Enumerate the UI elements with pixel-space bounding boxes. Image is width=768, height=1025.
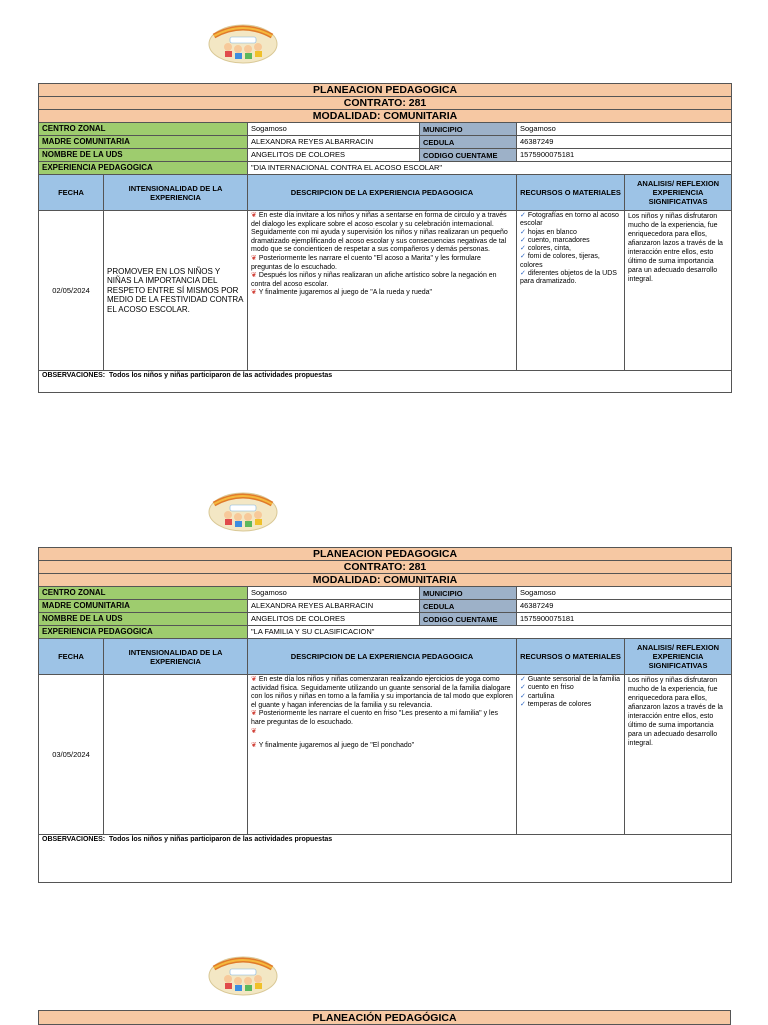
label-centro-zonal: CENTRO ZONAL — [39, 123, 248, 136]
header-intension: INTENSIONALIDAD DE LA EXPERIENCIA — [104, 175, 248, 211]
bow-icon: ❦ — [251, 710, 259, 718]
observaciones-cell — [39, 835, 732, 883]
observaciones-label: OBSERVACIONES: — [42, 372, 106, 379]
bow-icon: ❦ — [251, 289, 259, 297]
analisis-cell: Los niños y niñas disfrutaron mucho de la experiencia, fue enriquecedora para ellos, afianzaron lazos a través de la interacción entre ellos, esto último de suma importancia para un adecuado desarrollo integral. — [625, 211, 732, 371]
modalidad: MODALIDAD: COMUNITARIA — [39, 574, 732, 587]
value-centro-zonal: Sogamoso — [248, 123, 420, 136]
bow-icon: ❦ — [251, 727, 259, 735]
check-icon: ✓ — [520, 245, 528, 253]
descripcion-item: ❦ En este día los niños y niñas comenzaran realizando ejercicios de yoga como actividad física. Seguidamente utilizando un guante sensorial de la familia dialogare con los niños y niñas en torno a la familia y su importancia de tal modo que exploren el guante y hagan inferencias de la familia y su relevancia. — [251, 676, 513, 709]
bow-icon: ❦ — [251, 742, 259, 750]
value-codigo: 157590007518‍1 — [517, 149, 732, 162]
label-centro-zonal: CENTRO ZONAL — [39, 587, 248, 600]
recurso-item: ✓ temperas de colores — [520, 700, 592, 708]
check-icon: ✓ — [520, 253, 528, 261]
header-recursos: RECURSOS O MATERIALES — [517, 175, 625, 211]
observaciones-cell — [39, 371, 732, 393]
bow-icon: ❦ — [251, 272, 259, 280]
analisis-cell: Los niños y niñas disfrutaron mucho de la experiencia, fue enriquecedora para ellos, afianzaron lazos a través de la interacción entre ellos, esto último de suma importancia para un adecuado desarrollo integral. — [625, 675, 732, 835]
label-madre: MADRE COMUNITARIA — [39, 600, 248, 613]
value-uds: ANGELITOS DE COLORES — [248, 613, 420, 626]
intension-cell: PROMOVER EN LOS NIÑOS Y NIÑAS LA IMPORTANCIA DEL RESPETO ENTRE SÍ MISMOS POR MEDIO DE LA FESTIVIDAD CONTRA EL ACOSO ESCOLAR. — [104, 211, 248, 371]
label-codigo: CODIGO CUENTAME — [420, 613, 517, 626]
bow-icon: ❦ — [251, 212, 259, 219]
value-cedula: 46387249 — [517, 600, 732, 613]
recurso-item: ✓ fomi de colores, tijeras, colores — [520, 253, 600, 269]
label-uds: NOMBRE DE LA UDS — [39, 613, 248, 626]
observaciones-text: Todos los niños y niñas participaron de las actividades propuestas — [109, 836, 333, 843]
recursos-cell — [517, 675, 625, 835]
uds-logo — [206, 20, 280, 64]
descripcion-item: ❦ Después los niños y niñas realizaran un afiche artístico sobre la negación en contra del acoso escolar. — [251, 272, 497, 288]
planeacion-table-3 — [38, 1010, 731, 1025]
bow-icon: ❦ — [251, 676, 259, 683]
descripcion-item: ❦ Posteriormente les narrare el cuento en friso "Les presento a mi familia" y les hare preguntas de lo escuchado. — [251, 710, 499, 726]
check-icon: ✓ — [520, 212, 528, 219]
label-madre: MADRE COMUNITARIA — [39, 136, 248, 149]
check-icon: ✓ — [520, 684, 528, 692]
recurso-item: ✓ cuento en friso — [520, 684, 574, 692]
uds-logo — [206, 952, 280, 996]
value-madre: ALEXANDRA REYES ALBARRACIN — [248, 600, 420, 613]
value-experiencia: "DIA INTERNACIONAL CONTRA EL ACOSO ESCOLAR" — [248, 162, 732, 175]
fecha-cell: 03/05/2024 — [39, 675, 104, 835]
label-municipio: MUNICIPIO — [420, 123, 517, 136]
header-descripcion: DESCRIPCION DE LA EXPERIENCIA PEDAGOGICA — [248, 175, 517, 211]
value-experiencia: "LA FAMILIA Y SU CLASIFICACION" — [248, 626, 732, 639]
label-experiencia: EXPERIENCIA PEDAGOGICA — [39, 162, 248, 175]
uds-logo — [206, 488, 280, 532]
descripcion-cell — [248, 675, 517, 835]
contrato: CONTRATO: 281 — [39, 561, 732, 574]
value-centro-zonal: Sogamoso — [248, 587, 420, 600]
check-icon: ✓ — [520, 692, 528, 700]
value-codigo: 157590007518‍1 — [517, 613, 732, 626]
recurso-item: ✓ Fotografías en torno al acoso escolar — [520, 212, 619, 228]
descripcion-item: ❦ En este día invitare a los niños y niñas a sentarse en forma de circulo y a través del dialogo les explicare sobre el acoso escolar y su celebración internacional. Seguidamente con mi ayuda y supervisión los niños y niñas realizaran un pequeño dramatizado ejemplificando el acoso escolar y sus consecuencias negativas de tal modo que se concienticen de respetar a sus compañeros y demás personas. — [251, 212, 508, 254]
descripcion-item: ❦ Y finalmente jugaremos al juego de "A la rueda y rueda" — [251, 289, 433, 297]
fecha-cell: 02/05/2024 — [39, 211, 104, 371]
header-analisis: ANALISIS/ REFLEXION EXPERIENCIA SIGNIFICATIVAS — [625, 175, 732, 211]
label-codigo: CODIGO CUENTAME — [420, 149, 517, 162]
recurso-item: ✓ Guante sensorial de la familia — [520, 676, 621, 683]
value-cedula: 46387249 — [517, 136, 732, 149]
label-cedula: CEDULA — [420, 136, 517, 149]
table-title: PLANEACIÓN PEDAGÓGICA — [39, 1011, 731, 1025]
header-fecha: FECHA — [39, 639, 104, 675]
label-cedula: CEDULA — [420, 600, 517, 613]
value-municipio: Sogamoso — [517, 587, 732, 600]
recurso-item: ✓ hojas en blanco — [520, 228, 577, 236]
label-municipio: MUNICIPIO — [420, 587, 517, 600]
value-uds: ANGELITOS DE COLORES — [248, 149, 420, 162]
value-madre: ALEXANDRA REYES ALBARRACIN — [248, 136, 420, 149]
label-experiencia: EXPERIENCIA PEDAGOGICA — [39, 626, 248, 639]
label-uds: NOMBRE DE LA UDS — [39, 149, 248, 162]
check-icon: ✓ — [520, 676, 528, 683]
descripcion-cell — [248, 211, 517, 371]
recursos-cell — [517, 211, 625, 371]
contrato: CONTRATO: 281 — [39, 97, 732, 110]
header-fecha: FECHA — [39, 175, 104, 211]
header-intension: INTENSIONALIDAD DE LA EXPERIENCIA — [104, 639, 248, 675]
header-recursos: RECURSOS O MATERIALES — [517, 639, 625, 675]
recurso-item: ✓ cuento, marcadores — [520, 236, 590, 244]
check-icon: ✓ — [520, 236, 528, 244]
value-municipio: Sogamoso — [517, 123, 732, 136]
recurso-item: ✓ colores, cinta, — [520, 245, 571, 253]
intension-cell — [104, 675, 248, 835]
recurso-item: ✓ diferentes objetos de la UDS para dramatizado. — [520, 270, 617, 286]
recurso-item: ✓ cartulina — [520, 692, 555, 700]
observaciones-text: Todos los niños y niñas participaron de las actividades propuestas — [109, 372, 333, 379]
check-icon: ✓ — [520, 228, 528, 236]
table-title: PLANEACION PEDAGOGICA — [39, 548, 732, 561]
observaciones-label: OBSERVACIONES: — [42, 836, 106, 843]
header-analisis: ANALISIS/ REFLEXION EXPERIENCIA SIGNIFICATIVAS — [625, 639, 732, 675]
check-icon: ✓ — [520, 270, 528, 278]
descripcion-item: ❦ Y finalmente jugaremos al juego de "El ponchado" — [251, 742, 415, 750]
modalidad: MODALIDAD: COMUNITARIA — [39, 110, 732, 123]
planeacion-table-2 — [38, 547, 732, 883]
table-title: PLANEACION PEDAGOGICA — [39, 84, 732, 97]
descripcion-item — [251, 728, 513, 737]
bow-icon: ❦ — [251, 254, 259, 262]
header-descripcion: DESCRIPCION DE LA EXPERIENCIA PEDAGOGICA — [248, 639, 517, 675]
check-icon: ✓ — [520, 700, 528, 708]
planeacion-table-1 — [38, 83, 732, 393]
descripcion-item: ❦ Posteriormente les narrare el cuento "El acoso a Marita" y les formulare preguntas de lo escuchado. — [251, 254, 481, 271]
